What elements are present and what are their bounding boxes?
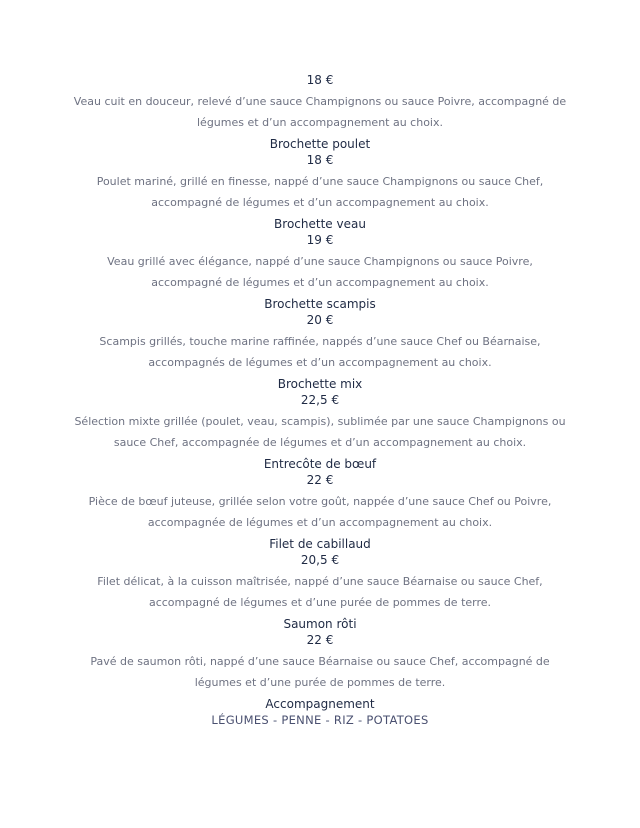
item-description: Veau cuit en douceur, relevé d’une sauce Champignons ou sauce Poivre, accompagné de légumes et d’un accompagnement au choix. xyxy=(73,95,567,129)
item-description: Filet délicat, à la cuisson maîtrisée, nappé d’une sauce Béarnaise ou sauce Chef, accompagné de légumes et d’une purée de pommes de terre. xyxy=(97,575,543,609)
item-description: Sélection mixte grillée (poulet, veau, scampis), sublimée par une sauce Champignons ou sauce Chef, accompagnée de légumes et d’un accompagnement au choix. xyxy=(74,415,566,449)
menu-item-saumon-roti xyxy=(70,616,570,693)
item-name: Brochette scampis xyxy=(264,297,376,311)
menu-item-brochette-poulet xyxy=(70,136,570,213)
item-name: Entrecôte de bœuf xyxy=(263,457,377,471)
menu-item-veau-sauce xyxy=(70,72,570,133)
accompaniment-section xyxy=(70,696,570,728)
menu-item-brochette-mix xyxy=(70,376,570,453)
item-price: 18 € xyxy=(306,153,334,167)
accompaniment-options: LÉGUMES - PENNE - RIZ - POTATOES xyxy=(211,713,429,727)
item-description: Scampis grillés, touche marine raffinée, nappés d’une sauce Chef ou Béarnaise, accompagnés de légumes et d’un accompagnement au choix. xyxy=(99,335,541,369)
item-name: Saumon rôti xyxy=(283,617,357,631)
item-price: 20 € xyxy=(306,313,334,327)
item-price: 18 € xyxy=(306,73,334,87)
menu-item-brochette-scampis xyxy=(70,296,570,373)
item-description: Pavé de saumon rôti, nappé d’une sauce Béarnaise ou sauce Chef, accompagné de légumes et d’une purée de pommes de terre. xyxy=(90,655,550,689)
item-description: Veau grillé avec élégance, nappé d’une sauce Champignons ou sauce Poivre, accompagné de légumes et d’un accompagnement au choix. xyxy=(107,255,533,289)
menu-item-entrecote-boeuf xyxy=(70,456,570,533)
item-name: Brochette mix xyxy=(277,377,363,391)
menu-item-filet-cabillaud xyxy=(70,536,570,613)
item-price: 22 € xyxy=(306,633,334,647)
item-name: Brochette veau xyxy=(274,217,366,231)
menu-item-brochette-veau xyxy=(70,216,570,293)
item-description: Pièce de bœuf juteuse, grillée selon votre goût, nappée d’une sauce Chef ou Poivre, accompagnée de légumes et d’un accompagnement au choix. xyxy=(88,495,552,529)
item-price: 19 € xyxy=(306,233,334,247)
item-name: Brochette poulet xyxy=(269,137,371,151)
item-price: 20,5 € xyxy=(300,553,340,567)
item-description: Poulet mariné, grillé en finesse, nappé d’une sauce Champignons ou sauce Chef, accompagné de légumes et d’un accompagnement au choix. xyxy=(96,175,544,209)
accompaniment-title: Accompagnement xyxy=(265,697,375,711)
menu-list xyxy=(70,72,570,728)
item-price: 22 € xyxy=(306,473,334,487)
item-name: Filet de cabillaud xyxy=(269,537,371,551)
item-price: 22,5 € xyxy=(300,393,340,407)
